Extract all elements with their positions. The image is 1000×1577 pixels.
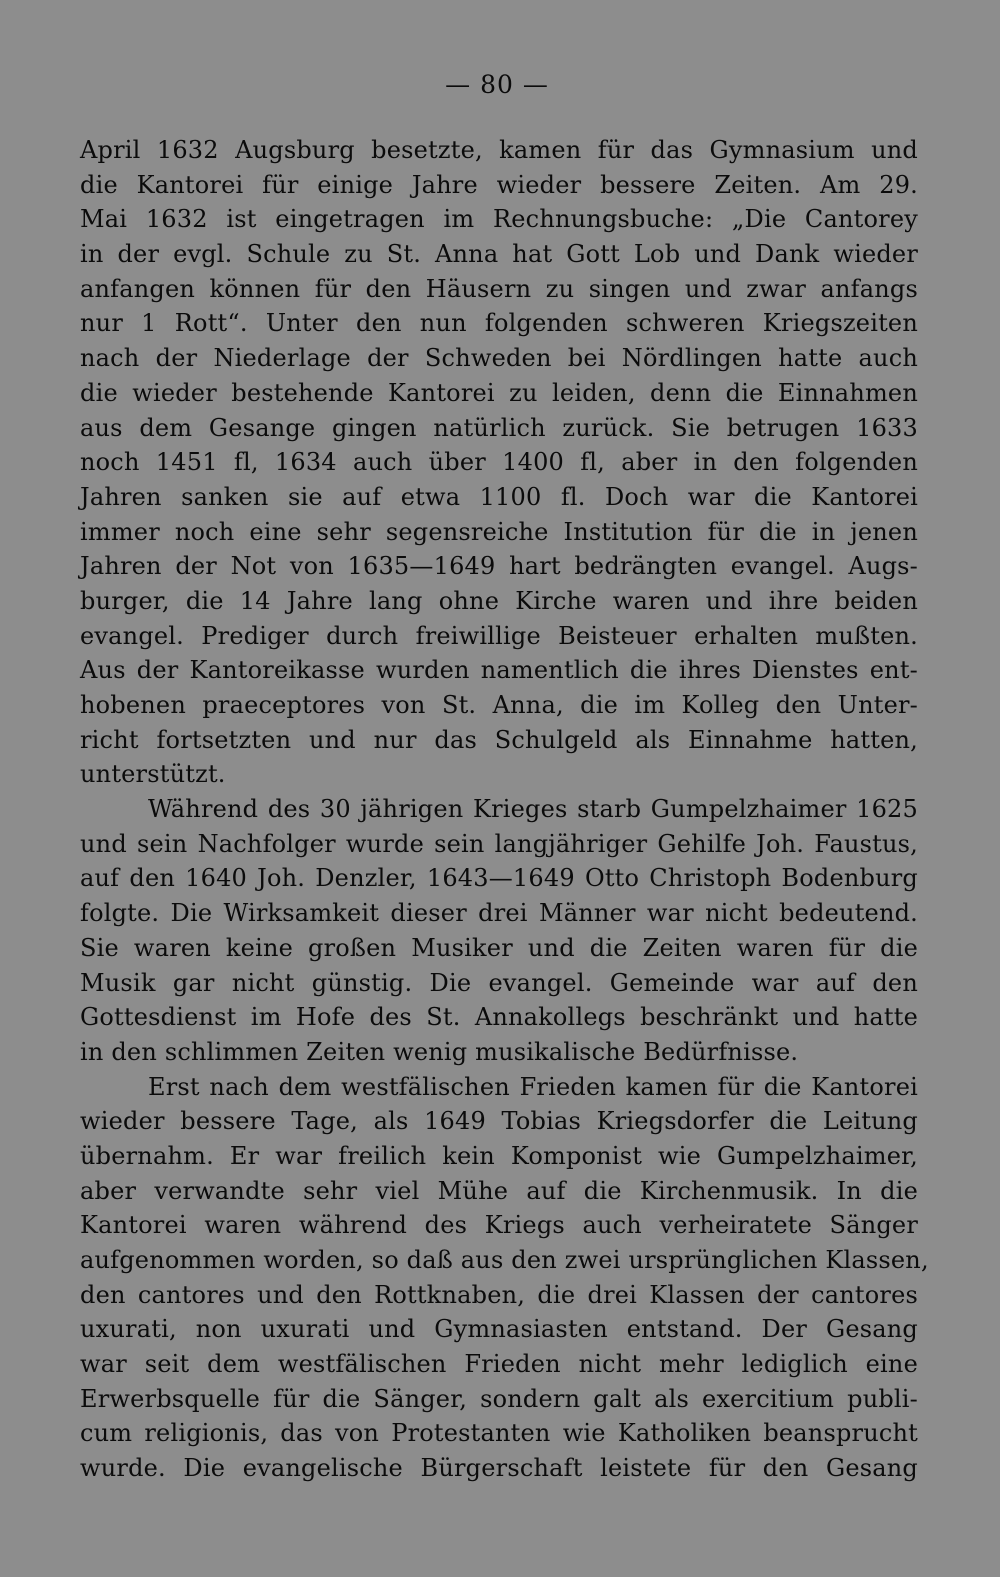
text-line: in den schlimmen Zeiten wenig musikalische Bedürfnisse.	[80, 1037, 799, 1066]
text-line: und sein Nachfolger wurde sein langjähriger Gehilfe Joh. Faustus,	[80, 829, 918, 858]
page-number: — 80 —	[445, 70, 549, 99]
text-line: auf den 1640 Joh. Denzler, 1643—1649 Otto Christoph Bodenburg	[80, 864, 918, 893]
text-line: die Kantorei für einige Jahre wieder bessere Zeiten. Am 29.	[80, 170, 918, 199]
text-line: Kantorei waren während des Kriegs auch verheiratete Sänger	[80, 1211, 918, 1240]
text-line: den cantores und den Rottknaben, die drei Klassen der cantores	[80, 1280, 918, 1309]
text-line: die wieder bestehende Kantorei zu leiden, denn die Einnahmen	[80, 378, 918, 407]
text-line: Musik gar nicht günstig. Die evangel. Gemeinde war auf den	[80, 968, 918, 997]
text-line: evangel. Prediger durch freiwillige Beisteuer erhalten mußten.	[80, 621, 918, 650]
text-line: noch 1451 fl, 1634 auch über 1400 fl, aber in den folgenden	[80, 448, 918, 477]
text-line: Erst nach dem westfälischen Frieden kamen für die Kantorei	[148, 1072, 918, 1101]
text-line: wieder bessere Tage, als 1649 Tobias Kriegsdorfer die Leitung	[80, 1107, 918, 1136]
text-line: Aus der Kantoreikasse wurden namentlich die ihres Dienstes ent-	[80, 656, 918, 685]
text-line: in der evgl. Schule zu St. Anna hat Gott Lob und Dank wieder	[80, 240, 918, 269]
paragraph	[80, 792, 918, 1070]
text-line: Gottesdienst im Hofe des St. Annakollegs beschränkt und hatte	[80, 1003, 918, 1032]
text-line: April 1632 Augsburg besetzte, kamen für das Gymnasium und	[80, 136, 918, 164]
text-line: immer noch eine sehr segensreiche Institution für die in jenen	[80, 517, 918, 546]
text-line: cum religionis, das von Protestanten wie Katholiken beansprucht	[80, 1419, 918, 1448]
paragraph	[80, 133, 918, 792]
text-line: folgte. Die Wirksamkeit dieser drei Männer war nicht bedeutend.	[80, 899, 918, 928]
text-line: übernahm. Er war freilich kein Komponist wie Gumpelzhaimer,	[80, 1141, 918, 1170]
text-line: war seit dem westfälischen Frieden nicht mehr lediglich eine	[80, 1350, 918, 1379]
text-line: unterstützt.	[80, 760, 226, 789]
text-line: nur 1 Rott“. Unter den nun folgenden schweren Kriegszeiten	[80, 309, 918, 338]
paragraph	[80, 1070, 929, 1486]
text-line: nach der Niederlage der Schweden bei Nördlingen hatte auch	[80, 344, 918, 373]
text-line: anfangen können für den Häusern zu singen und zwar anfangs	[80, 274, 918, 303]
text-line: uxurati, non uxurati und Gymnasiasten entstand. Der Gesang	[80, 1315, 918, 1344]
text-line: burger, die 14 Jahre lang ohne Kirche waren und ihre beiden	[80, 586, 918, 615]
text-line: richt fortsetzten und nur das Schulgeld als Einnahme hatten,	[80, 725, 918, 754]
text-line: Jahren sanken sie auf etwa 1100 fl. Doch war die Kantorei	[80, 482, 918, 511]
text-line: Sie waren keine großen Musiker und die Zeiten waren für die	[80, 933, 918, 962]
page-body-text	[80, 133, 929, 1486]
text-line: Während des 30 jährigen Krieges starb Gumpelzhaimer 1625	[148, 795, 918, 824]
text-line: aus dem Gesange gingen natürlich zurück. Sie betrugen 1633	[80, 413, 918, 442]
text-line: wurde. Die evangelische Bürgerschaft leistete für den Gesang	[80, 1454, 918, 1483]
text-line: aufgenommen worden, so daß aus den zwei ursprünglichen Klassen,	[80, 1246, 929, 1274]
text-line: Jahren der Not von 1635—1649 hart bedrängten evangel. Augs-	[80, 552, 918, 581]
text-line: aber verwandte sehr viel Mühe auf die Kirchenmusik. In die	[80, 1176, 918, 1205]
text-line: Mai 1632 ist eingetragen im Rechnungsbuche: „Die Cantorey	[80, 205, 918, 234]
text-line: hobenen praeceptores von St. Anna, die im Kolleg den Unter-	[80, 691, 918, 719]
text-line: Erwerbsquelle für die Sänger, sondern galt als exercitium publi-	[80, 1384, 918, 1413]
